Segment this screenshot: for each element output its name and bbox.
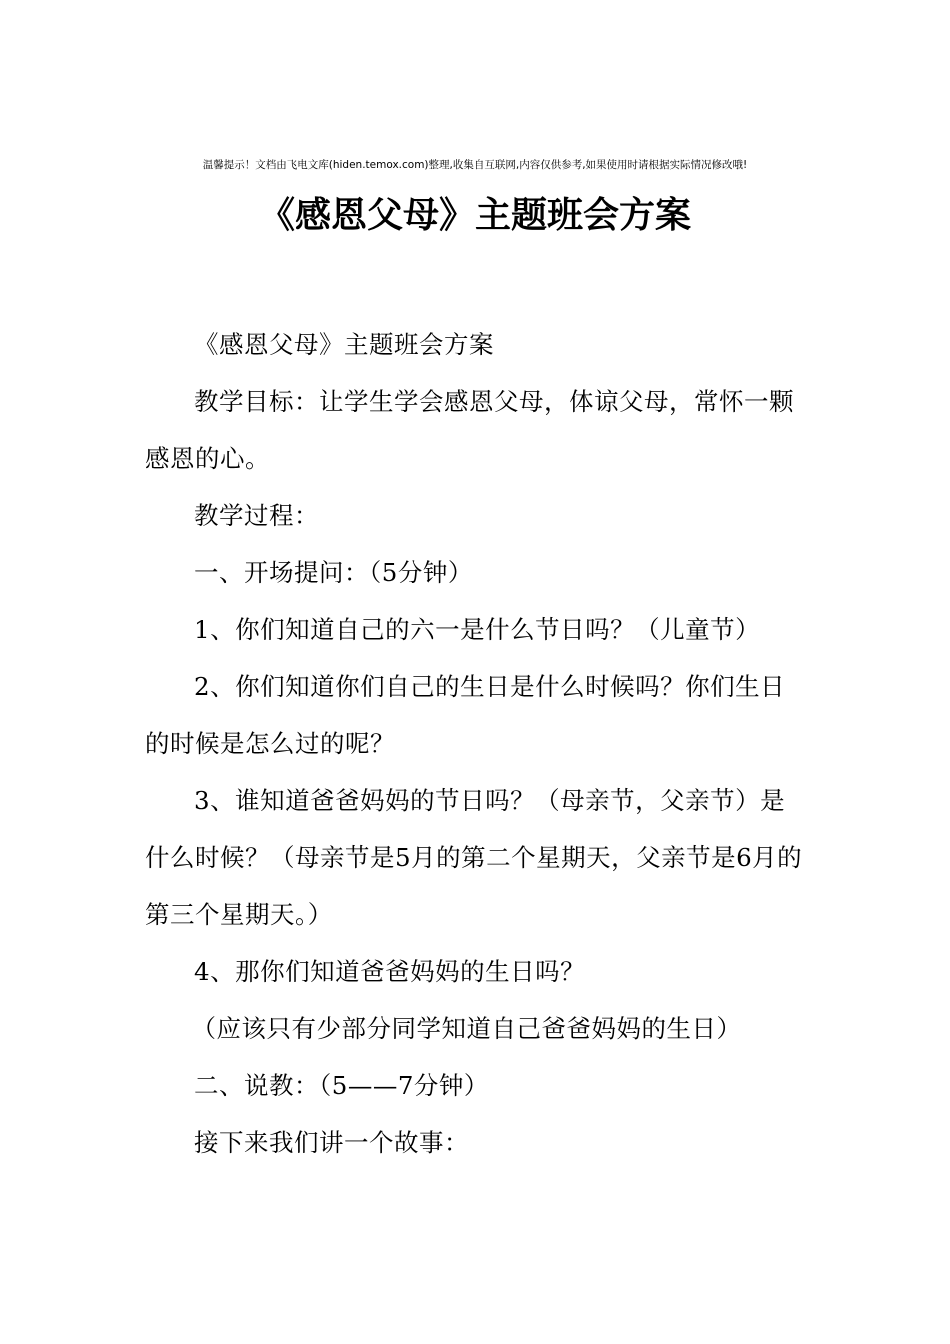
paragraph: 4、那你们知道爸爸妈妈的生日吗？ [194,957,586,986]
document-title: 《感恩父母》主题班会方案 [258,195,691,236]
paragraph: 教学目标：让学生学会感恩父母，体谅父母，常怀一颗感恩的心。 [145,387,794,473]
paragraph: 教学过程： [194,501,319,530]
document-body [145,316,807,1171]
paragraph: （应该只有少部分同学知道自己爸爸妈妈的生日） [191,1014,742,1043]
paragraph: 一、开场提问：（5分钟） [194,558,473,587]
paragraph: 接下来我们讲一个故事： [194,1128,469,1157]
paragraph: 《感恩父母》主题班会方案 [194,330,494,359]
header-notice: 温馨提示！文档由飞电文库(hiden.temox.com)整理,收集自互联网,内容仅供参考,如果使用时请根据实际情况修改哦! [202,159,748,171]
paragraph: 3、谁知道爸爸妈妈的节日吗？（母亲节，父亲节）是什么时候？（母亲节是5月的第二个星期天，父亲节是6月的第三个星期天。） [145,786,803,929]
paragraph: 2、你们知道你们自己的生日是什么时候吗？你们生日的时候是怎么过的呢？ [145,672,786,758]
paragraph: 1、你们知道自己的六一是什么节日吗？（儿童节） [194,615,761,644]
paragraph: 二、说教：（5——7分钟） [194,1071,489,1100]
